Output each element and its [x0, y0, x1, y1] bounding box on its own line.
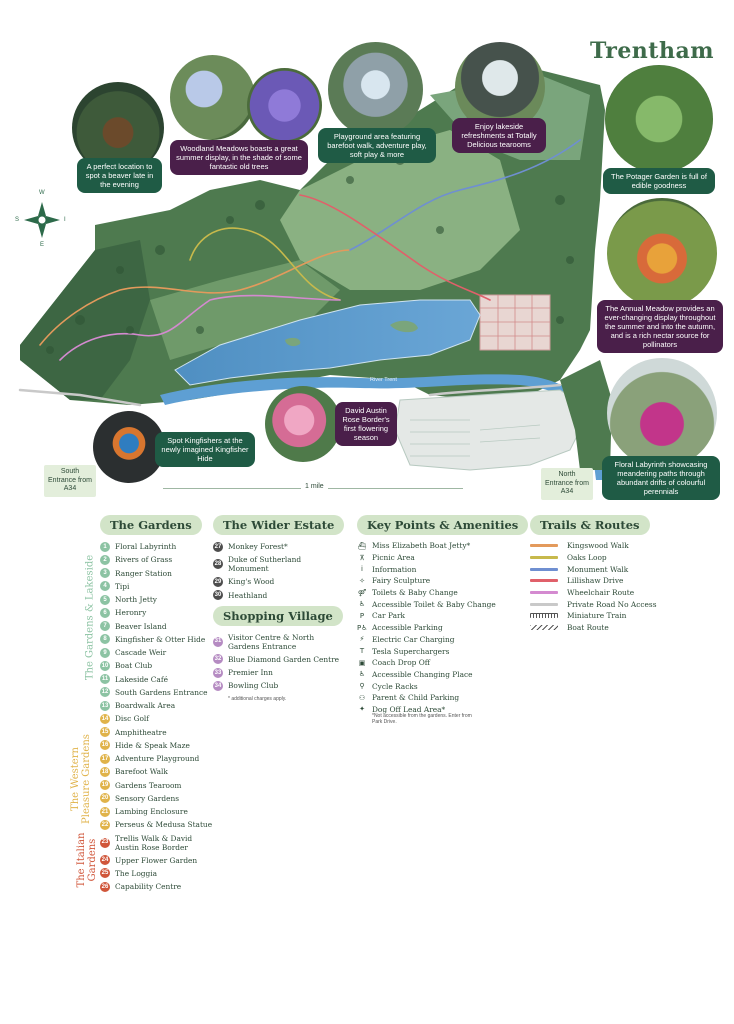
- group-label-italian-text: The Italian Gardens: [76, 832, 98, 888]
- number-badge: 24: [101, 857, 109, 864]
- amenity-item: [357, 645, 528, 657]
- legend-item: [100, 580, 212, 593]
- compass-label-bottom: E: [40, 242, 45, 248]
- legend-item: [100, 699, 212, 712]
- amenity-item: [357, 692, 528, 704]
- amenity-label: Toilets & Baby Change: [372, 588, 458, 598]
- amenity-label: Miss Elizabeth Boat Jetty*: [372, 541, 471, 551]
- number-badge: 14: [101, 715, 109, 722]
- amenities-legend: [357, 514, 528, 725]
- legend-item: [100, 880, 212, 893]
- trail-label: Kingswood Walk: [567, 541, 629, 551]
- amenity-label: Electric Car Charging: [372, 634, 455, 644]
- trail-item: [530, 552, 657, 564]
- page-title: Trentham: [589, 38, 714, 64]
- legend-item: [100, 832, 212, 854]
- meadow-callout: The Annual Meadow provides an ever-changing display throughout the summer and into the autumn, and is a rich nectar source for pollinators: [597, 300, 723, 353]
- legend-item-label: Barefoot Walk: [115, 767, 168, 777]
- legend-item-label: Visitor Centre & North Gardens Entrance: [228, 632, 315, 651]
- trail-swatch: [530, 556, 558, 559]
- legend-item-label: South Gardens Entrance: [115, 687, 208, 697]
- number-badge: 10: [101, 662, 109, 669]
- amenity-item: [357, 587, 528, 599]
- amenity-label: Picnic Area: [372, 553, 415, 563]
- amenity-item: [357, 669, 528, 681]
- compass-label-top: W: [39, 190, 45, 196]
- number-badge: 2: [100, 555, 110, 565]
- legend-item: [213, 631, 344, 653]
- number-badge: 33: [214, 669, 222, 676]
- legend-item-label: Monkey Forest*: [228, 542, 288, 552]
- number-badge: 19: [101, 782, 109, 789]
- legend-item-label: Heronry: [115, 608, 147, 618]
- shopping-list: [213, 631, 344, 693]
- legend-item-label: Boardwalk Area: [115, 701, 176, 711]
- legend-item-label: Gardens Tearoom: [115, 780, 182, 790]
- coach-icon: ▣: [358, 658, 366, 667]
- gardens-list: [100, 540, 212, 893]
- legend-item-label: Boat Club: [115, 661, 153, 671]
- rose-photo: [265, 386, 341, 462]
- scale-label: 1 mile: [301, 483, 328, 490]
- legend-item: [100, 792, 212, 805]
- number-badge: 31: [213, 637, 223, 647]
- kingfisher-callout: Spot Kingfishers at the newly imagined Kingfisher Hide: [155, 432, 255, 467]
- legend-item-label: Beaver Island: [115, 621, 167, 631]
- wider-estate-heading: The Wider Estate: [213, 515, 344, 535]
- legend-item: [100, 752, 212, 765]
- wider-estate-legend: [213, 514, 344, 702]
- info-icon: i: [361, 565, 363, 574]
- potager-photo: [605, 65, 713, 173]
- scale-bar: [163, 484, 463, 494]
- trail-swatch: [530, 603, 558, 606]
- trail-swatch: [530, 544, 558, 547]
- legend-item: [100, 712, 212, 725]
- legend-item-label: Ranger Station: [115, 568, 172, 578]
- cycle-icon: ⚲: [359, 682, 365, 691]
- legend-item: [100, 567, 212, 580]
- playground-callout: Playground area featuring barefoot walk, adventure play, soft play & more: [318, 128, 436, 163]
- number-badge: 15: [101, 729, 109, 736]
- legend-item-label: Kingfisher & Otter Hide: [115, 634, 206, 644]
- number-badge: 29: [214, 578, 222, 585]
- south-entrance-label: South Entrance from A34: [44, 465, 96, 497]
- amenity-label: Information: [372, 564, 417, 574]
- legend-item: [100, 818, 212, 831]
- number-badge: 9: [100, 648, 110, 658]
- number-badge: 22: [101, 821, 109, 828]
- legend-item: [100, 867, 212, 880]
- number-badge: 5: [100, 595, 110, 605]
- legend-item-label: Lakeside Café: [115, 674, 168, 684]
- ev-charging-icon: ⚡: [359, 635, 365, 644]
- number-badge: 16: [101, 742, 109, 749]
- toilets-icon: ⚤: [357, 588, 367, 597]
- legend-item-label: Trellis Walk & David Austin Rose Border: [115, 833, 193, 852]
- trail-item: [530, 575, 657, 587]
- legend-item: [100, 739, 212, 752]
- legend-item-label: North Jetty: [115, 595, 157, 605]
- number-badge: 27: [214, 543, 222, 550]
- amenity-label: Tesla Superchargers: [372, 646, 450, 656]
- number-badge: 6: [100, 608, 110, 618]
- legend-item: [100, 540, 212, 553]
- gardens-legend: [100, 514, 212, 893]
- shopping-note: * additional charges apply.: [228, 695, 287, 702]
- number-badge: 20: [101, 795, 109, 802]
- beaver-callout: A perfect location to spot a beaver late in the evening: [77, 158, 162, 193]
- trail-item: [530, 610, 657, 622]
- amenity-item: [357, 634, 528, 646]
- legend-item-label: Duke of Sutherland Monument: [228, 555, 302, 574]
- number-badge: 17: [101, 755, 109, 762]
- compass-rose: [24, 202, 60, 238]
- trail-swatch: [530, 591, 558, 594]
- legend-item-label: Lambing Enclosure: [115, 807, 188, 817]
- number-badge: 7: [100, 621, 110, 631]
- woodland-meadow-photo: [170, 55, 255, 140]
- legend-item-label: Rivers of Grass: [115, 555, 173, 565]
- legend-item-label: Floral Labyrinth: [115, 542, 177, 552]
- amenities-heading: Key Points & Amenities: [357, 515, 528, 535]
- woodland-callout: Woodland Meadows boasts a great summer display, in the shade of some fantastic old trees: [170, 140, 308, 175]
- number-badge: 21: [101, 808, 109, 815]
- amenity-item: [357, 563, 528, 575]
- legend-item: [100, 606, 212, 619]
- legend-item: [213, 553, 344, 575]
- legend-item: [100, 659, 212, 672]
- legend-item-label: Cascade Weir: [115, 648, 167, 658]
- trails-legend: [530, 514, 657, 634]
- trails-list: [530, 540, 657, 634]
- legend-item-label: Heathland: [228, 590, 268, 600]
- legend-item: [100, 646, 212, 659]
- amenity-label: Accessible Parking: [372, 623, 443, 633]
- rose-callout: David Austin Rose Border's first flowering season: [335, 402, 397, 446]
- number-badge: 23: [100, 838, 110, 848]
- labyrinth-callout: Floral Labyrinth showcasing meandering paths through abundant drifts of colourful perennials: [602, 456, 720, 500]
- number-badge: 30: [214, 592, 222, 599]
- amenity-label: Cycle Racks: [372, 681, 418, 691]
- legend-item: [213, 540, 344, 553]
- number-badge: 3: [100, 568, 110, 578]
- trail-label: Private Road No Access: [567, 599, 657, 609]
- potager-callout: The Potager Garden is full of edible goodness: [603, 168, 715, 194]
- legend-item-label: Disc Golf: [115, 714, 150, 724]
- changing-place-icon: ♿: [358, 670, 366, 679]
- compass-label-right: I: [64, 217, 66, 223]
- picnic-icon: ⊼: [359, 553, 365, 562]
- legend-item-label: Premier Inn: [228, 668, 273, 678]
- amenity-label: Parent & Child Parking: [372, 693, 460, 703]
- annual-meadow-photo: [607, 198, 717, 308]
- trail-item: [530, 598, 657, 610]
- legend-item: [213, 653, 344, 666]
- legend-item-label: Bowling Club: [228, 681, 279, 691]
- amenity-label: Dog Off Lead Area*: [372, 704, 446, 714]
- legend-item-label: Hide & Speak Maze: [115, 740, 190, 750]
- legend-item-label: Upper Flower Garden: [115, 855, 198, 865]
- number-badge: 11: [101, 676, 109, 683]
- amenity-label: Fairy Sculpture: [372, 576, 431, 586]
- legend-item-label: Amphitheatre: [115, 727, 167, 737]
- amenity-label: Accessible Changing Place: [372, 669, 473, 679]
- amenity-item: [357, 680, 528, 692]
- shopping-village-area: [395, 390, 590, 470]
- compass-label-left: S: [15, 217, 20, 223]
- legend-item: [100, 854, 212, 867]
- legend-item-label: King's Wood: [228, 577, 275, 587]
- legend-item: [100, 593, 212, 606]
- amenities-note: *Not accessible from the gardens. Enter from Park Drive.: [372, 713, 472, 726]
- legend-item: [100, 553, 212, 566]
- amenity-item: [357, 552, 528, 564]
- legend-item-label: The Loggia: [115, 868, 158, 878]
- parent-child-icon: ⚇: [358, 693, 366, 702]
- trail-swatch: [530, 568, 558, 571]
- legend-item: [100, 726, 212, 739]
- group-label-western-text: The Western Pleasure Gardens: [70, 734, 92, 824]
- number-badge: 13: [101, 702, 109, 709]
- number-badge: 4: [100, 581, 110, 591]
- trail-swatch: [530, 613, 558, 618]
- legend-item-label: Sensory Gardens: [115, 793, 179, 803]
- playground-photo: [328, 42, 423, 137]
- trail-label: Oaks Loop: [567, 553, 607, 563]
- amenity-item: [357, 657, 528, 669]
- lakeside-callout: Enjoy lakeside refreshments at Totally Delicious tearooms: [452, 118, 546, 153]
- amenity-item: [357, 622, 528, 634]
- tesla-icon: T: [359, 647, 365, 656]
- number-badge: 25: [101, 870, 109, 877]
- legend-item: [100, 686, 212, 699]
- number-badge: 1: [100, 542, 110, 552]
- wider-estate-list: [213, 540, 344, 602]
- amenity-item: [357, 575, 528, 587]
- amenity-item: [357, 610, 528, 622]
- number-badge: 28: [213, 559, 223, 569]
- amenity-item: [357, 540, 528, 552]
- legend-item: [100, 673, 212, 686]
- number-badge: 32: [214, 656, 222, 663]
- legend-item-label: Blue Diamond Garden Centre: [228, 654, 339, 664]
- car-park-icon: P: [359, 611, 365, 620]
- shopping-heading: Shopping Village: [213, 606, 343, 626]
- fairy-icon: ✧: [359, 576, 365, 585]
- amenities-list: [357, 540, 528, 715]
- accessible-parking-icon: P♿: [357, 623, 368, 632]
- trail-label: Wheelchair Route: [567, 588, 635, 598]
- number-badge: 12: [101, 689, 109, 696]
- number-badge: 26: [101, 883, 109, 890]
- floral-labyrinth-photo: [607, 358, 717, 468]
- legend-item: [213, 666, 344, 679]
- asters-photo: [247, 68, 322, 143]
- trail-item: [530, 622, 657, 634]
- trail-item: [530, 540, 657, 552]
- dog-icon: ✦: [359, 705, 365, 714]
- trail-swatch: [530, 579, 558, 582]
- group-label-western: [70, 734, 100, 824]
- legend-item-label: Adventure Playground: [115, 754, 200, 764]
- legend-item: [213, 679, 344, 692]
- river-label: River Trent: [370, 377, 397, 383]
- boat-icon: ⛴: [357, 541, 367, 550]
- trail-item: [530, 563, 657, 575]
- number-badge: 18: [101, 768, 109, 775]
- trail-item: [530, 587, 657, 599]
- trail-label: Monument Walk: [567, 564, 629, 574]
- legend-item-label: Perseus & Medusa Statue: [115, 820, 213, 830]
- trail-label: Lillishaw Drive: [567, 576, 624, 586]
- legend-item-label: Tipi: [115, 581, 130, 591]
- amenity-label: Accessible Toilet & Baby Change: [372, 599, 496, 609]
- legend-item: [213, 575, 344, 588]
- amenity-label: Car Park: [372, 611, 406, 621]
- trail-swatch: [530, 625, 558, 630]
- legend-item: [213, 589, 344, 602]
- amenity-label: Coach Drop Off: [372, 658, 431, 668]
- trails-heading: Trails & Routes: [530, 515, 650, 535]
- trail-label: Boat Route: [567, 623, 609, 633]
- legend-item: [100, 633, 212, 646]
- accessible-toilet-icon: ♿: [358, 600, 366, 609]
- north-entrance-label: North Entrance from A34: [541, 468, 593, 500]
- gardens-heading: The Gardens: [100, 515, 202, 535]
- group-label-lakeside: The Gardens & Lakeside: [84, 554, 96, 681]
- trail-label: Miniature Train: [567, 611, 627, 621]
- legend-item: [100, 765, 212, 778]
- legend-item-label: Capability Centre: [115, 882, 182, 892]
- legend-item: [100, 779, 212, 792]
- amenity-item: [357, 598, 528, 610]
- number-badge: 34: [214, 682, 222, 689]
- legend-item: [100, 620, 212, 633]
- legend-item: [100, 805, 212, 818]
- number-badge: 8: [100, 634, 110, 644]
